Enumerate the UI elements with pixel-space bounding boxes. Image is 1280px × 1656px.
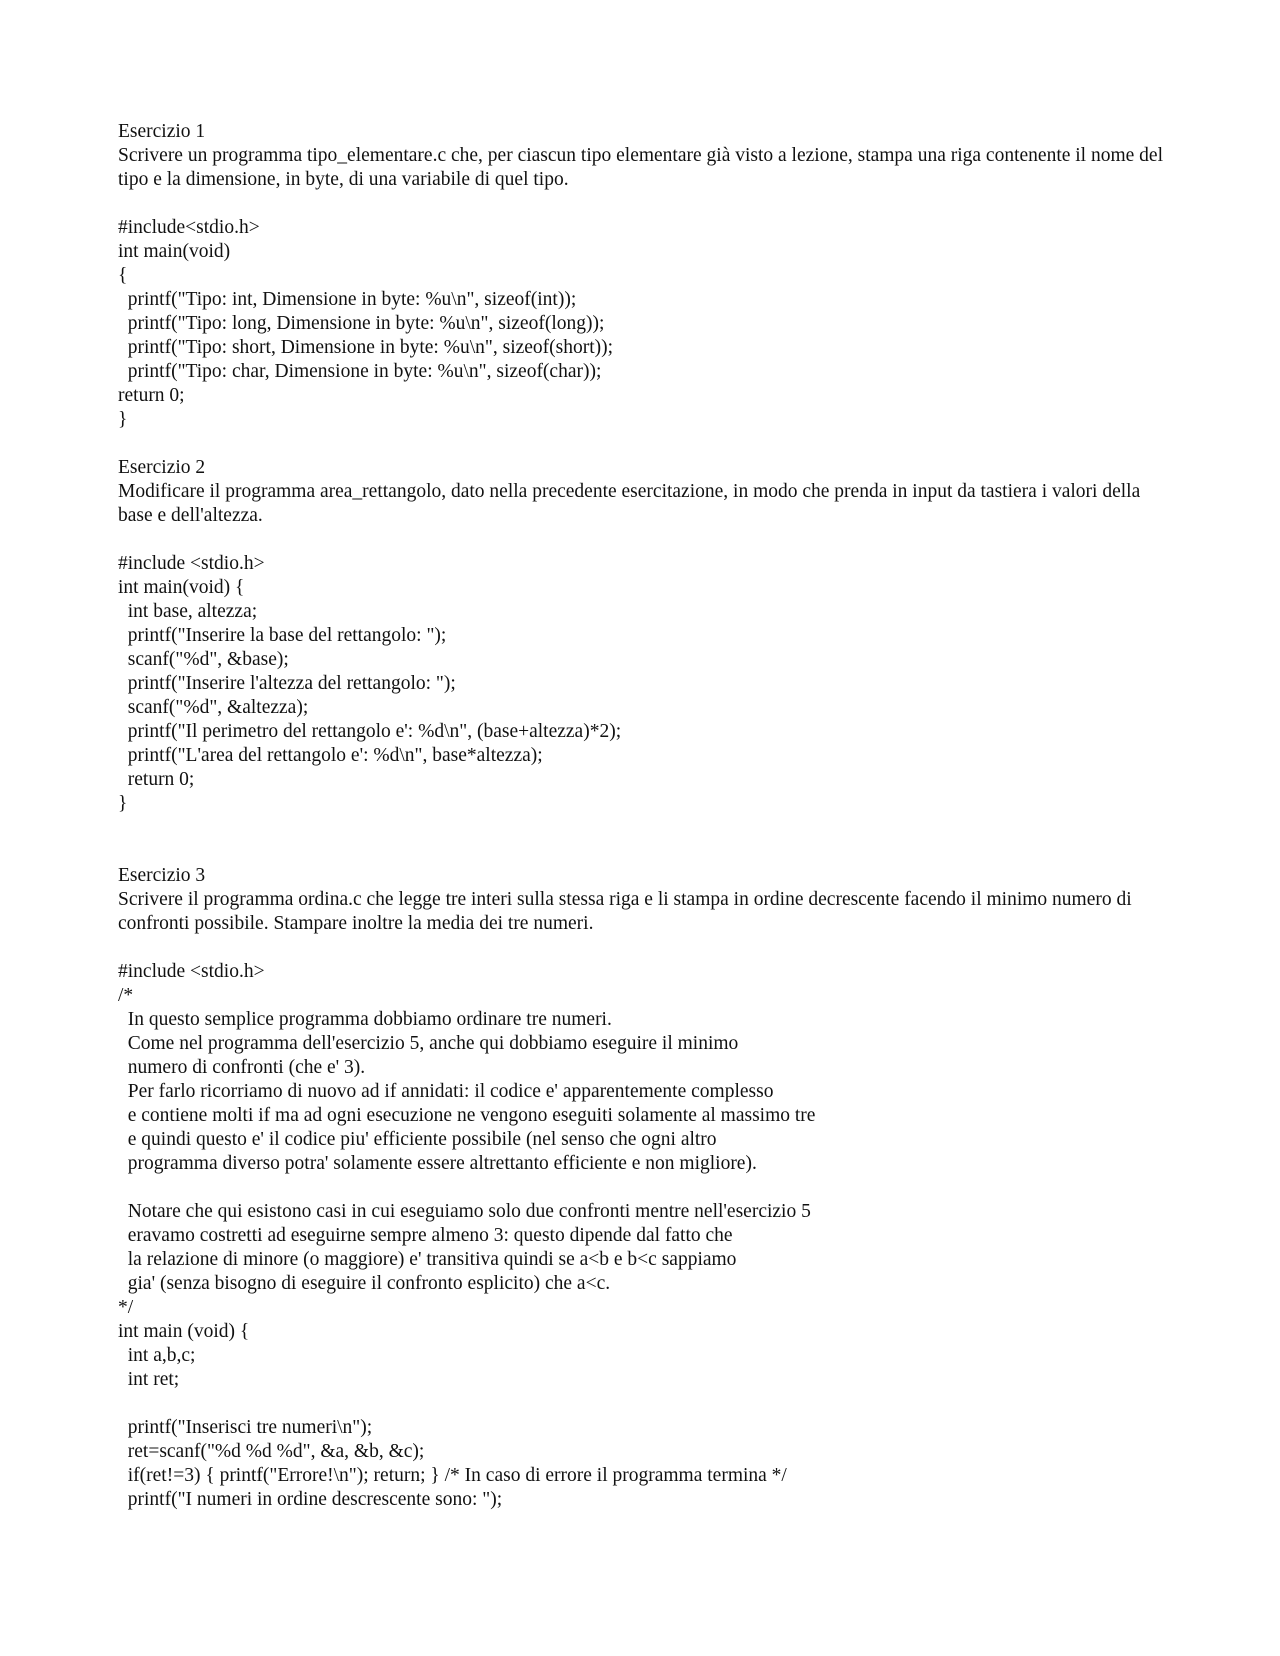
code-line: Come nel programma dell'esercizio 5, anche qui dobbiamo eseguire il minimo — [118, 1033, 739, 1054]
code-line: Notare che qui esistono casi in cui eseguiamo solo due confronti mentre nell'esercizio 5 — [118, 1201, 811, 1222]
code-line: scanf("%d", &base); — [118, 649, 289, 670]
document-content — [118, 120, 1178, 1512]
code-line: int main(void) { — [118, 577, 245, 598]
code-block — [118, 960, 1178, 1512]
exercise-2 — [118, 456, 1178, 816]
code-line: printf("Tipo: char, Dimensione in byte: %u\n", sizeof(char)); — [118, 361, 602, 382]
exercise-3 — [118, 864, 1178, 1512]
code-line: #include<stdio.h> — [118, 217, 260, 238]
code-line: printf("Il perimetro del rettangolo e': %d\n", (base+altezza)*2); — [118, 721, 622, 742]
code-line: { — [118, 265, 128, 286]
code-line: #include <stdio.h> — [118, 553, 265, 574]
code-line: scanf("%d", &altezza); — [118, 697, 309, 718]
code-line: } — [118, 793, 128, 814]
code-line — [118, 1176, 1178, 1200]
code-line: Per farlo ricorriamo di nuovo ad if annidati: il codice e' apparentemente complesso — [118, 1081, 774, 1102]
code-line: /* — [118, 985, 134, 1006]
exercise-title: Esercizio 3 — [118, 865, 206, 886]
code-block — [118, 552, 1178, 816]
code-line: numero di confronti (che e' 3). — [118, 1057, 366, 1078]
code-line: int a,b,c; — [118, 1345, 196, 1366]
code-line: int base, altezza; — [118, 601, 258, 622]
code-line: e contiene molti if ma ad ogni esecuzione ne vengono eseguiti solamente al massimo tre — [118, 1105, 816, 1126]
code-line: */ — [118, 1297, 134, 1318]
code-line: printf("Tipo: int, Dimensione in byte: %u\n", sizeof(int)); — [118, 289, 577, 310]
code-line: ret=scanf("%d %d %d", &a, &b, &c); — [118, 1441, 425, 1462]
code-line: int main (void) { — [118, 1321, 250, 1342]
code-line: return 0; — [118, 385, 185, 406]
code-line: int main(void) — [118, 241, 231, 262]
code-line: eravamo costretti ad eseguirne sempre almeno 3: questo dipende dal fatto che — [118, 1225, 733, 1246]
exercise-title: Esercizio 1 — [118, 121, 206, 142]
code-line: printf("Inserisci tre numeri\n"); — [118, 1417, 373, 1438]
exercise-description: Scrivere un programma tipo_elementare.c che, per ciascun tipo elementare già visto a lezione, stampa una riga contenente il nome del tipo e la dimensione, in byte, di una variabile di quel tipo. — [118, 145, 1163, 190]
code-line: printf("Inserire l'altezza del rettangolo: "); — [118, 673, 456, 694]
exercise-description: Scrivere il programma ordina.c che legge tre interi sulla stessa riga e li stampa in ordine decrescente facendo il minimo numero di confronti possibile. Stampare inoltre la media dei tre numeri. — [118, 889, 1132, 934]
code-line: printf("I numeri in ordine descrescente sono: "); — [118, 1489, 503, 1510]
code-line: #include <stdio.h> — [118, 961, 265, 982]
exercise-description: Modificare il programma area_rettangolo, dato nella precedente esercitazione, in modo che prenda in input da tastiera i valori della base e dell'altezza. — [118, 481, 1141, 526]
code-line: printf("L'area del rettangolo e': %d\n", base*altezza); — [118, 745, 543, 766]
code-line: printf("Inserire la base del rettangolo: "); — [118, 625, 447, 646]
code-line: printf("Tipo: long, Dimensione in byte: %u\n", sizeof(long)); — [118, 313, 605, 334]
code-line: } — [118, 409, 128, 430]
code-line: int ret; — [118, 1369, 180, 1390]
code-line: if(ret!=3) { printf("Errore!\n"); return; } /* In caso di errore il programma termina */ — [118, 1465, 787, 1486]
exercise-1 — [118, 120, 1178, 432]
code-line: return 0; — [118, 769, 195, 790]
code-line: In questo semplice programma dobbiamo ordinare tre numeri. — [118, 1009, 612, 1030]
code-line: la relazione di minore (o maggiore) e' transitiva quindi se a<b e b<c sappiamo — [118, 1249, 737, 1270]
code-line — [118, 1392, 1178, 1416]
code-block — [118, 216, 1178, 432]
code-line: e quindi questo e' il codice piu' efficiente possibile (nel senso che ogni altro — [118, 1129, 717, 1150]
code-line: printf("Tipo: short, Dimensione in byte: %u\n", sizeof(short)); — [118, 337, 614, 358]
code-line: gia' (senza bisogno di eseguire il confronto esplicito) che a<c. — [118, 1273, 611, 1294]
code-line: programma diverso potra' solamente essere altrettanto efficiente e non migliore). — [118, 1153, 757, 1174]
exercise-title: Esercizio 2 — [118, 457, 206, 478]
